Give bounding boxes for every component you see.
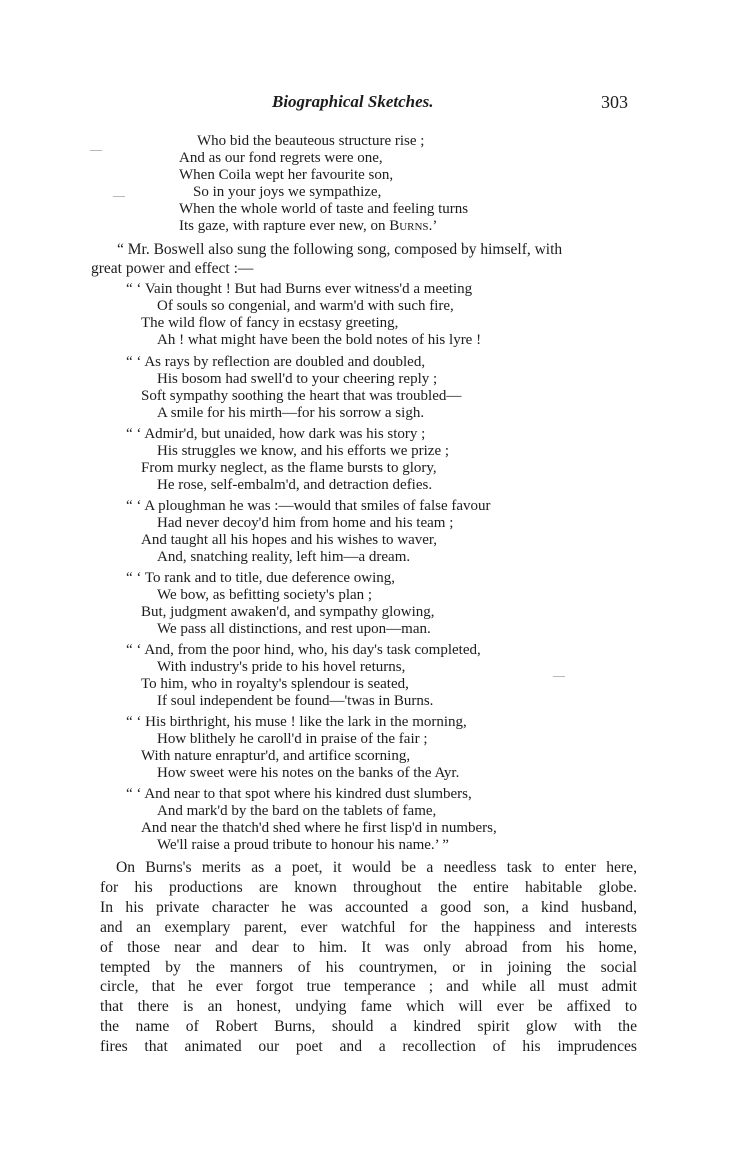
- song-line: His struggles we know, and his efforts we prize ;: [157, 443, 450, 459]
- song-line: “ ‘ And near to that spot where his kindred dust slumbers,: [126, 786, 472, 802]
- closing-paragraph: [100, 858, 637, 1057]
- verse-line-text: Its gaze, with rapture ever new, on Burns.’: [179, 218, 438, 234]
- verse-line: When the whole world of taste and feeling turns: [179, 201, 469, 217]
- song-line: How blithely he caroll'd in praise of the fair ;: [157, 731, 428, 747]
- song-line: From murky neglect, as the flame bursts to glory,: [141, 460, 437, 476]
- song-line: “ ‘ And, from the poor hind, who, his day's task completed,: [126, 642, 481, 658]
- song-line: And, snatching reality, left him—a dream.: [157, 549, 411, 565]
- verse-line: Who bid the beauteous structure rise ;: [197, 133, 425, 149]
- song-line: A smile for his mirth—for his sorrow a sigh.: [157, 405, 425, 421]
- margin-mark: —: [90, 142, 102, 156]
- song-line: “ ‘ Admir'd, but unaided, how dark was his story ;: [126, 426, 426, 442]
- song-line: And mark'd by the bard on the tablets of fame,: [157, 803, 437, 819]
- verse-line: So in your joys we sympathize,: [193, 184, 382, 200]
- paragraph-line: of those near and dear to him. It was only abroad from his home,: [100, 938, 637, 956]
- song-line: With nature enraptur'd, and artifice scorning,: [141, 748, 411, 764]
- paragraph-line: In his private character he was accounted a good son, a kind husband,: [100, 898, 637, 916]
- paragraph-line: tempted by the manners of his countrymen, or in joining the social: [100, 958, 637, 976]
- song-line: “ ‘ To rank and to title, due deference owing,: [126, 570, 395, 586]
- song-line: Had never decoy'd him from home and his team ;: [157, 515, 454, 531]
- song-line: And near the thatch'd shed where he first lisp'd in numbers,: [141, 820, 497, 836]
- paragraph-line: circle, that he ever forgot true temperance ; and while all must admit: [100, 978, 637, 996]
- intro-line: great power and effect :—: [91, 260, 254, 277]
- song-line: Of souls so congenial, and warm'd with such fire,: [157, 298, 454, 314]
- intro-line: “ Mr. Boswell also sung the following song, composed by himself, with: [117, 241, 563, 258]
- song-line: “ ‘ His birthright, his muse ! like the lark in the morning,: [126, 714, 467, 730]
- verse-line: When Coila wept her favourite son,: [179, 167, 394, 183]
- small-caps-name: Burns: [389, 218, 429, 234]
- song-line: How sweet were his notes on the banks of the Ayr.: [157, 765, 460, 781]
- song-line: He rose, self-embalm'd, and detraction defies.: [157, 477, 433, 493]
- song-line: But, judgment awaken'd, and sympathy glowing,: [141, 604, 435, 620]
- song-line: “ ‘ As rays by reflection are doubled and doubled,: [126, 354, 426, 370]
- paragraph-line: for his productions are known throughout the entire habitable globe.: [100, 878, 637, 896]
- song-line: To him, who in royalty's splendour is seated,: [141, 676, 409, 692]
- song-line: We'll raise a proud tribute to honour his name.’ ”: [157, 837, 449, 853]
- running-title: Biographical Sketches.: [272, 92, 434, 111]
- song-line: And taught all his hopes and his wishes to waver,: [141, 532, 438, 548]
- margin-mark: —: [113, 188, 125, 202]
- song-line: His bosom had swell'd to your cheering reply ;: [157, 371, 438, 387]
- paragraph-line: and an exemplary parent, ever watchful for the happiness and interests: [100, 918, 637, 936]
- song-line: “ ‘ Vain thought ! But had Burns ever witness'd a meeting: [126, 281, 473, 297]
- paragraph-line: On Burns's merits as a poet, it would be a needless task to enter here,: [116, 859, 637, 876]
- margin-mark: —: [553, 668, 565, 682]
- song-line: Ah ! what might have been the bold notes of his lyre !: [157, 332, 482, 348]
- verse-line: [179, 217, 437, 235]
- song-line: “ ‘ A ploughman he was :—would that smiles of false favour: [126, 498, 491, 514]
- song-line: If soul independent be found—'twas in Burns.: [157, 693, 434, 709]
- song-line: Soft sympathy soothing the heart that was troubled—: [141, 388, 462, 404]
- song-line: We bow, as befitting society's plan ;: [157, 587, 373, 603]
- song-line: The wild flow of fancy in ecstasy greeting,: [141, 315, 399, 331]
- page-number: 303: [601, 92, 628, 112]
- paragraph-line: that there is an honest, undying fame which will ever be affixed to: [100, 998, 637, 1016]
- paragraph-line: the name of Robert Burns, should a kindred spirit glow with the: [100, 1018, 637, 1036]
- song-line: We pass all distinctions, and rest upon—man.: [157, 621, 431, 637]
- song-line: With industry's pride to his hovel returns,: [157, 659, 406, 675]
- paragraph-line: fires that animated our poet and a recollection of his imprudences: [100, 1038, 637, 1056]
- verse-line: And as our fond regrets were one,: [179, 150, 383, 166]
